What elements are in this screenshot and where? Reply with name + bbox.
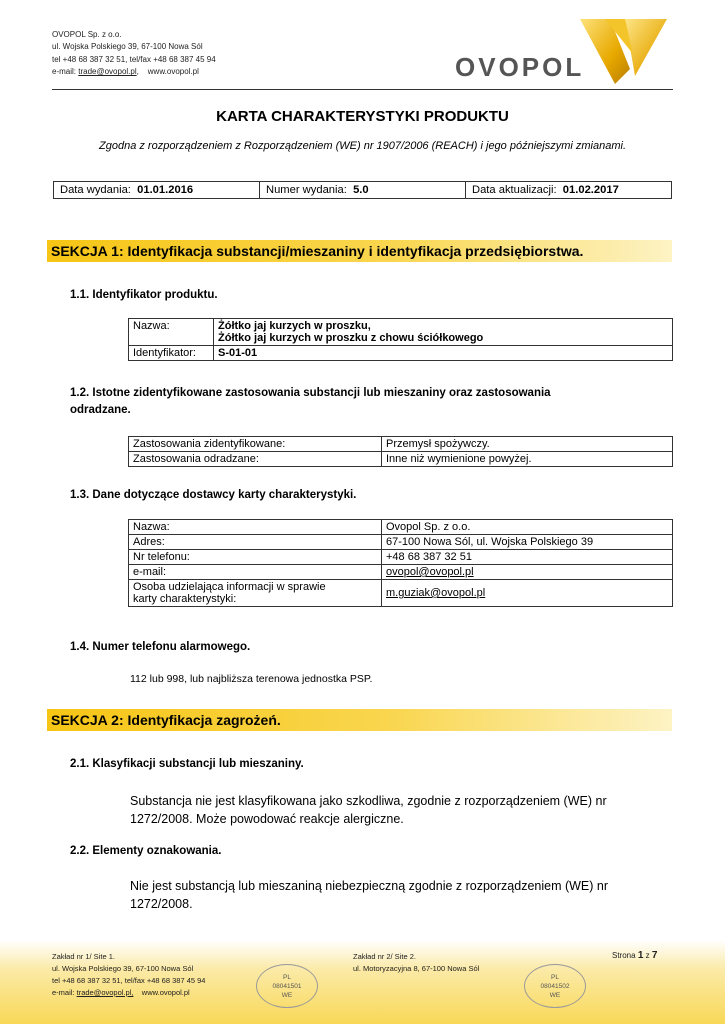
supplier-address-label: Adres: (129, 535, 382, 550)
advised-against-value: Inne niż wymienione powyżej. (382, 452, 673, 467)
email-label: e-mail: (52, 67, 77, 77)
document-title: KARTA CHARAKTERYSTYKI PRODUKTU (216, 108, 509, 125)
company-phone: tel +48 68 387 32 51, tel/fax +48 68 387 45 94 (52, 54, 216, 64)
update-date-value: 01.02.2017 (562, 184, 619, 196)
emergency-number-text: 112 lub 998, lub najbliższa terenowa jednostka PSP. (130, 673, 373, 685)
issue-number-label: Numer wydania: (266, 184, 347, 196)
update-date-label: Data aktualizacji: (472, 184, 557, 196)
badge-1-number: 08041501 (272, 983, 302, 990)
supplier-name-label: Nazwa: (129, 520, 382, 535)
subsection-1-1: 1.1. Identyfikator produktu. (70, 289, 218, 301)
labelling-line-1: Nie jest substancją lub mieszaniną niebezpieczną zgodnie z rozporządzeniem (WE) nr (130, 879, 609, 893)
page-label: Strona (612, 951, 636, 960)
uses-table (128, 436, 673, 467)
name-label: Nazwa: (129, 319, 214, 346)
subsection-1-3: 1.3. Dane dotyczące dostawcy karty charakterystyki. (70, 489, 357, 501)
classification-line-1: Substancja nie jest klasyfikowana jako szkodliwa, zgodnie z rozporządzeniem (WE) nr (130, 794, 607, 808)
site-1-email-link[interactable]: trade@ovopol.pl, (76, 988, 134, 997)
supplier-table (128, 519, 673, 607)
classification-text (130, 792, 607, 828)
advised-against-label: Zastosowania odradzane: (129, 452, 382, 467)
site-2-info (353, 951, 479, 975)
contact-email-link[interactable]: m.guziak@ovopol.pl (382, 580, 673, 607)
page-total: 7 (651, 950, 658, 961)
contact-label-line-1: Osoba udzielająca informacji w sprawie (133, 581, 326, 593)
company-email-link[interactable]: trade@ovopol.pl (78, 67, 137, 77)
company-contact: e-mail: trade@ovopol.pl, www.ovopol.pl (52, 67, 199, 77)
badge-2-number: 08041502 (540, 983, 570, 990)
supplier-phone-label: Nr telefonu: (129, 550, 382, 565)
page-number (612, 950, 657, 961)
subsection-1-2: 1.2. Istotne zidentyfikowane zastosowania substancji lub mieszaniny oraz zastosowania odradzane. (70, 387, 551, 416)
supplier-email-label: e-mail: (129, 565, 382, 580)
header-divider (52, 89, 673, 90)
issue-date-label: Data wydania: (60, 184, 131, 196)
document-subtitle: Zgodna z rozporządzeniem z Rozporządzeniem (WE) nr 1907/2006 (REACH) i jego późniejszymi zmianami. (99, 140, 626, 152)
identified-uses-value: Przemysł spożywczy. (382, 437, 673, 452)
logo-text: OVOPOL (455, 52, 585, 82)
issue-number-value: 5.0 (353, 184, 369, 196)
contact-person-label (129, 580, 382, 607)
contact-label-line-2: karty charakterystyki: (133, 593, 237, 605)
company-header-info (52, 29, 216, 79)
site-2-address: ul. Motoryzacyjna 8, 67-100 Nowa Sól (353, 964, 480, 973)
subsection-1-4: 1.4. Numer telefonu alarmowego. (70, 641, 251, 653)
badge-2-we: WE (549, 992, 561, 999)
company-website[interactable]: www.ovopol.pl (147, 67, 199, 77)
subsection-2-2: 2.2. Elementy oznakowania. (70, 845, 222, 857)
site-1-contact (52, 987, 205, 999)
labelling-text (130, 877, 608, 913)
company-name: OVOPOL Sp. z o.o. (52, 30, 122, 39)
identifier-value: S-01-01 (214, 346, 673, 361)
badge-2-country: PL (551, 974, 559, 981)
vet-number-badge-1 (256, 964, 318, 1008)
identifier-label: Identyfikator: (129, 346, 214, 361)
site-1-address: ul. Wojska Polskiego 39, 67-100 Nowa Sól (52, 964, 194, 973)
site-1-info (52, 951, 205, 999)
identified-uses-label: Zastosowania zidentyfikowane: (129, 437, 382, 452)
section-1-heading: SEKCJA 1: Identyfikacja substancji/mieszaniny i identyfikacja przedsiębiorstwa. (47, 240, 672, 262)
badge-1-we: WE (281, 992, 293, 999)
company-address: ul. Wojska Polskiego 39, 67-100 Nowa Sól (52, 42, 203, 52)
classification-line-2: 1272/2008. Może powodować reakcje alergiczne. (130, 812, 404, 826)
site-1-website[interactable]: www.ovopol.pl (141, 988, 190, 997)
page-separator: z (645, 951, 650, 960)
section-2-heading: SEKCJA 2: Identyfikacja zagrożeń. (47, 709, 672, 731)
subsection-2-1: 2.1. Klasyfikacji substancji lub mieszaniny. (70, 758, 304, 770)
supplier-phone-value: +48 68 387 32 51 (382, 550, 673, 565)
vet-number-badge-2 (524, 964, 586, 1008)
ovopol-logo (455, 14, 670, 89)
issue-date-value: 01.01.2016 (137, 184, 194, 196)
issue-info-table (53, 181, 672, 199)
site-1-email-label: e-mail: (52, 988, 75, 997)
name-value (214, 319, 673, 346)
labelling-line-2: 1272/2008. (130, 897, 193, 911)
supplier-name-value: Ovopol Sp. z o.o. (382, 520, 673, 535)
product-identifier-table (128, 318, 673, 361)
supplier-address-value: 67-100 Nowa Sól, ul. Wojska Polskiego 39 (382, 535, 673, 550)
name-value-line-1: Żółtko jaj kurzych w proszku, (218, 320, 371, 332)
supplier-email-link[interactable]: ovopol@ovopol.pl (382, 565, 673, 580)
site-2-title: Zakład nr 2/ Site 2. (353, 952, 416, 961)
name-value-line-2: Żółtko jaj kurzych w proszku z chowu ściółkowego (218, 332, 484, 344)
site-1-phone: tel +48 68 387 32 51, tel/fax +48 68 387 45 94 (52, 976, 206, 985)
page-current: 1 (637, 950, 644, 961)
badge-1-country: PL (283, 974, 291, 981)
site-1-title: Zakład nr 1/ Site 1. (52, 952, 115, 961)
